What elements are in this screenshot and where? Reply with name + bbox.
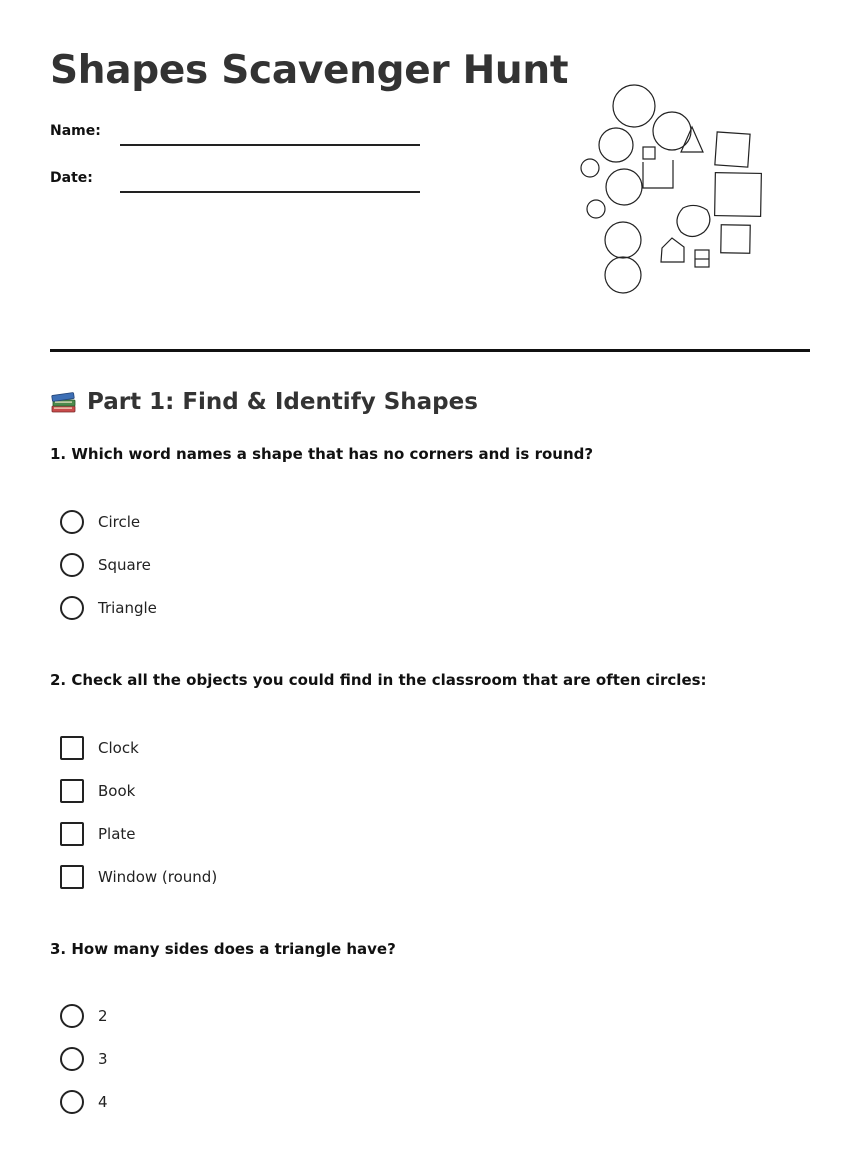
circle-shape (599, 128, 633, 162)
section-divider (50, 349, 810, 352)
option-label: 4 (98, 1093, 108, 1111)
checkbox[interactable] (60, 865, 84, 889)
circle-shape (581, 159, 599, 177)
q2-option-plate[interactable] (60, 821, 136, 847)
triangle-shape (681, 127, 703, 152)
section-title: Part 1: Find & Identify Shapes (87, 389, 478, 415)
rounded-shape (677, 205, 710, 236)
page-title: Shapes Scavenger Hunt (50, 48, 569, 93)
q2-option-window[interactable] (60, 864, 217, 890)
name-label: Name: (50, 123, 101, 139)
circle-shape (606, 169, 642, 205)
date-field[interactable] (50, 169, 120, 187)
radio-button[interactable] (60, 1004, 84, 1028)
section-heading (50, 388, 478, 416)
q3-option-3[interactable] (60, 1046, 108, 1072)
q2-option-clock[interactable] (60, 735, 139, 761)
q3-option-4[interactable] (60, 1089, 108, 1115)
books-icon (50, 388, 78, 416)
q2-option-book[interactable] (60, 778, 135, 804)
option-label: Triangle (98, 599, 157, 617)
checkbox[interactable] (60, 822, 84, 846)
radio-button[interactable] (60, 510, 84, 534)
square-shape (715, 173, 762, 217)
date-label: Date: (50, 170, 93, 186)
question-2: 2. Check all the objects you could find in the classroom that are often circles: (50, 671, 707, 689)
circle-shape (653, 112, 691, 150)
option-label: Clock (98, 739, 139, 757)
square-shape (721, 225, 750, 254)
option-label: Square (98, 556, 151, 574)
name-field[interactable] (50, 122, 120, 140)
option-label: Circle (98, 513, 141, 531)
circle-shape (605, 222, 641, 258)
q1-option-square[interactable] (60, 552, 151, 578)
circle-shape (587, 200, 605, 218)
option-label: Window (round) (98, 868, 218, 886)
question-1: 1. Which word names a shape that has no corners and is round? (50, 445, 594, 463)
shapes-illustration (575, 80, 770, 300)
checkbox[interactable] (60, 736, 84, 760)
q1-option-triangle[interactable] (60, 595, 157, 621)
option-label: Book (98, 782, 136, 800)
square-shape (715, 132, 750, 167)
q1-option-circle[interactable] (60, 509, 140, 535)
radio-button[interactable] (60, 1090, 84, 1114)
square-shape (643, 160, 673, 188)
option-label: Plate (98, 825, 136, 843)
option-label: 2 (98, 1007, 108, 1025)
option-label: 3 (98, 1050, 108, 1068)
circle-shape (613, 85, 655, 127)
date-line[interactable] (120, 191, 420, 193)
pentagon-shape (661, 238, 684, 262)
circle-shape (605, 257, 641, 293)
radio-button[interactable] (60, 596, 84, 620)
radio-button[interactable] (60, 1047, 84, 1071)
name-line[interactable] (120, 144, 420, 146)
square-shape (643, 147, 655, 159)
radio-button[interactable] (60, 553, 84, 577)
question-3: 3. How many sides does a triangle have? (50, 940, 396, 958)
checkbox[interactable] (60, 779, 84, 803)
q3-option-2[interactable] (60, 1003, 108, 1029)
